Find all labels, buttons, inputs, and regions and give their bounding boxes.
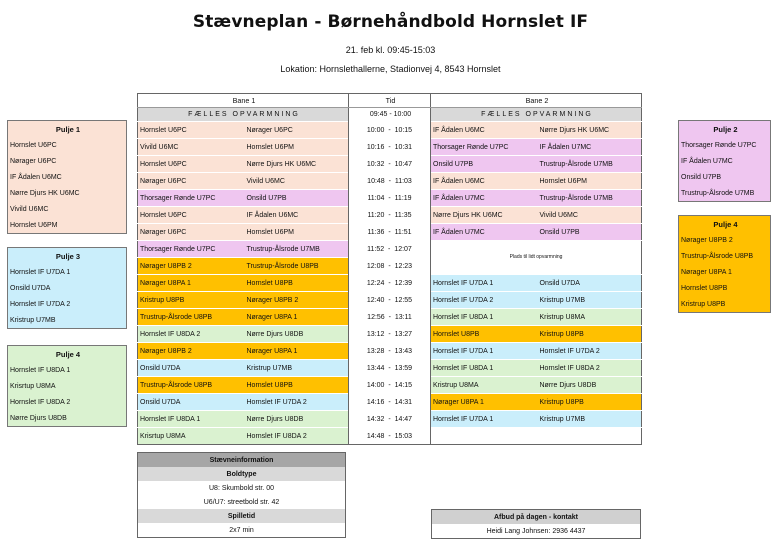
- start-time: 11:36: [367, 228, 385, 236]
- bane2-home-team: Kristrup U8MA: [431, 377, 538, 394]
- schedule-row: [138, 377, 642, 394]
- match-time: [349, 309, 431, 326]
- contact-value: Heidi Lang Johnsen: 2936 4437: [486, 527, 586, 535]
- bane2-away-team: Onsild U7PB: [538, 224, 642, 241]
- schedule-row: [138, 428, 642, 445]
- time-dash: -: [384, 211, 395, 219]
- bane2-home-team: Nørager U8PA 1: [431, 394, 538, 411]
- bane1-home-team: Hornslet U6PC: [138, 122, 245, 139]
- bane2-home-team: Thorsager Rønde U7PC: [431, 139, 538, 156]
- time-dash: -: [384, 313, 395, 321]
- match-time: [349, 377, 431, 394]
- end-time: 13:11: [394, 313, 412, 321]
- match-time: [349, 241, 431, 258]
- pool-team: Onsild U7PB: [679, 169, 771, 185]
- bane2-home-team: Hornslet U8PB: [431, 326, 538, 343]
- bane2-home-team: Onsild U7PB: [431, 156, 538, 173]
- match-time: [349, 428, 431, 445]
- bane1-home-team: Kristrup U8PB: [138, 292, 245, 309]
- time-dash: -: [384, 160, 395, 168]
- bane2-away-team: Hornslet U6PM: [538, 173, 642, 190]
- bane1-home-team: Trustrup-Ålsrode U8PB: [138, 377, 245, 394]
- end-time: 11:51: [394, 228, 412, 236]
- match-time: [349, 360, 431, 377]
- end-time: 12:23: [394, 262, 413, 270]
- time-dash: -: [384, 415, 395, 423]
- schedule-row: [138, 309, 642, 326]
- bane1-away-team: Hornslet IF U7DA 2: [245, 394, 349, 411]
- bane1-away-team: Onsild U7PB: [245, 190, 349, 207]
- bane1-away-team: Hornslet U8PB: [245, 275, 349, 292]
- bane1-home-team: Nørager U6PC: [138, 224, 245, 241]
- schedule-row: [138, 292, 642, 309]
- bane2-away-team: IF Ådalen U7MC: [538, 139, 642, 156]
- bane1-away-team: Nørre Djurs U8DB: [245, 411, 349, 428]
- start-time: 14:32: [366, 415, 385, 423]
- bane2-home-team: Nørre Djurs HK U6MC: [431, 207, 538, 224]
- end-time: 10:47: [394, 160, 413, 168]
- start-time: 12:08: [366, 262, 385, 270]
- bane1-away-team: IF Ådalen U6MC: [245, 207, 349, 224]
- bane2-away-team: Kristrup U7MB: [538, 292, 642, 309]
- schedule-row: [138, 326, 642, 343]
- pool-team: Nørre Djurs HK U6MC: [8, 185, 127, 201]
- bane2-home-team: Hornslet IF U7DA 1: [431, 275, 538, 292]
- bane2-away-team: Kristrup U8MA: [538, 309, 642, 326]
- bane1-home-team: Thorsager Rønde U7PC: [138, 190, 245, 207]
- time-dash: -: [384, 143, 395, 151]
- pool-team: Trustrup-Ålsrode U8PB: [679, 248, 771, 264]
- event-location: Lokation: Hornslethallerne, Stadionvej 4, 8543 Hornslet: [280, 64, 501, 74]
- end-time: 10:31: [394, 143, 413, 151]
- bane1-home-team: Hornslet IF U8DA 2: [138, 326, 245, 343]
- bane1-away-team: Hornslet U8PB: [245, 377, 349, 394]
- match-time: [349, 139, 431, 156]
- tid-header: Tid: [349, 94, 431, 108]
- pool-team: Thorsager Rønde U7PC: [679, 137, 771, 153]
- schedule-row: [138, 190, 642, 207]
- match-time: [349, 156, 431, 173]
- bane1-home-team: Trustrup-Ålsrode U8PB: [138, 309, 245, 326]
- match-time: [349, 292, 431, 309]
- start-time: 10:32: [366, 160, 385, 168]
- end-time: 14:31: [394, 398, 413, 406]
- bane2-home-team: Hornslet IF U8DA 1: [431, 360, 538, 377]
- schedule-row: [138, 122, 642, 139]
- bane2-home-team: IF Ådalen U7MC: [431, 224, 538, 241]
- start-time: 13:28: [366, 347, 385, 355]
- end-time: 11:35: [394, 211, 412, 219]
- match-time: [349, 190, 431, 207]
- pool-team: Hornslet U6PM: [8, 217, 127, 234]
- start-time: 10:00: [366, 126, 385, 134]
- end-time: 12:07: [394, 245, 412, 253]
- page-title: Stævneplan - Børnehåndbold Hornslet IF: [192, 12, 589, 32]
- bane1-home-team: Thorsager Rønde U7PC: [138, 241, 245, 258]
- bane1-home-team: Krisrtup U8MA: [138, 428, 245, 445]
- start-time: 14:48: [366, 432, 385, 440]
- match-time: [349, 207, 431, 224]
- bane2-away-team: Trustrup-Ålsrode U7MB: [538, 156, 642, 173]
- end-time: 13:43: [394, 347, 413, 355]
- start-time: 12:24: [366, 279, 385, 287]
- faelles-bane1: FÆLLES OPVARMNING: [138, 108, 349, 122]
- schedule-row: [138, 241, 642, 258]
- start-time: 11:04: [367, 194, 385, 202]
- info-title: Stævneinformation: [138, 453, 346, 468]
- bane1-home-team: Hornslet U6PC: [138, 207, 245, 224]
- schedule-row: [138, 394, 642, 411]
- time-dash: -: [384, 432, 395, 440]
- start-time: 10:48: [367, 177, 385, 185]
- time-dash: -: [384, 194, 395, 202]
- match-time: [349, 326, 431, 343]
- end-time: 11:19: [394, 194, 412, 202]
- match-time: [349, 411, 431, 428]
- bane2-home-team: IF Ådalen U6MC: [431, 122, 538, 139]
- pool-team: Vivild U6MC: [8, 201, 127, 217]
- faelles-bane2: FÆLLES OPVARMNING: [431, 108, 642, 122]
- bane2-away-team: Hornslet IF U8DA 2: [538, 360, 642, 377]
- time-dash: -: [384, 330, 395, 338]
- start-time: 13:12: [366, 330, 385, 338]
- bane1-away-team: Hornslet U6PM: [245, 139, 349, 156]
- schedule-row: [138, 173, 642, 190]
- bane2-away-team: Kristrup U8PB: [538, 394, 642, 411]
- bane1-away-team: Trustrup-Ålsrode U7MB: [245, 241, 349, 258]
- schedule-row: [138, 139, 642, 156]
- pool-title: Pulje 1: [8, 121, 127, 138]
- bane1-home-team: Nørager U8PA 1: [138, 275, 245, 292]
- bane2-away-team: Trustrup-Ålsrode U7MB: [538, 190, 642, 207]
- pool-team: Kristrup U8PB: [679, 296, 771, 313]
- match-time: [349, 394, 431, 411]
- bane1-header: Bane 1: [138, 94, 349, 108]
- bane1-home-team: Hornslet U6PC: [138, 156, 245, 173]
- pool-team: Kristrup U7MB: [8, 312, 127, 329]
- pool-3-table: [7, 247, 127, 329]
- bane2-away-team: Kristrup U7MB: [538, 411, 642, 428]
- pool-title: Pulje 2: [679, 121, 771, 138]
- time-dash: -: [384, 381, 395, 389]
- schedule-row: [138, 275, 642, 292]
- pool-team: IF Ådalen U7MC: [679, 153, 771, 169]
- match-time: [349, 343, 431, 360]
- pool-team: Nørager U8PB 2: [679, 232, 771, 248]
- start-time: 11:20: [367, 211, 385, 219]
- time-dash: -: [384, 262, 395, 270]
- schedule-row: [138, 156, 642, 173]
- boldtype-u6u7: U6/U7: streetbold str. 42: [203, 498, 280, 506]
- bane1-home-team: Nørager U8PB 2: [138, 343, 245, 360]
- bane2-home-team: Hornslet IF U7DA 1: [431, 411, 538, 428]
- bane1-away-team: Hornslet IF U8DA 2: [245, 428, 349, 445]
- end-time: 13:59: [394, 364, 413, 372]
- match-time: [349, 122, 431, 139]
- bane1-away-team: Vivild U6MC: [245, 173, 349, 190]
- schedule-table: [137, 93, 642, 445]
- end-time: 12:55: [394, 296, 413, 304]
- time-dash: -: [384, 398, 395, 406]
- boldtype-label: Boldtype: [138, 467, 346, 481]
- schedule-row: [138, 360, 642, 377]
- bane2-away-team: Hornslet IF U7DA 2: [538, 343, 642, 360]
- spilletid-value: 2x7 min: [229, 526, 254, 534]
- pool-title: Pulje 4: [8, 346, 127, 363]
- contact-table: [431, 509, 641, 539]
- end-time: 12:39: [394, 279, 413, 287]
- bane2-home-team: IF Ådalen U6MC: [431, 173, 538, 190]
- pool-team: Trustrup-Ålsrode U7MB: [679, 185, 771, 202]
- pool-team: Hornslet U8PB: [679, 280, 771, 296]
- pool-4-left-table: [7, 345, 127, 427]
- end-time: 10:15: [394, 126, 413, 134]
- bane1-away-team: Nørager U8PA 1: [245, 343, 349, 360]
- bane2-empty: [431, 428, 642, 445]
- end-time: 14:47: [394, 415, 413, 423]
- start-time: 10:16: [366, 143, 385, 151]
- pool-team: Hornslet IF U7DA 2: [8, 296, 127, 312]
- bane1-away-team: Hornslet U6PM: [245, 224, 349, 241]
- boldtype-u8: U8: Skumbold str. 00: [209, 484, 274, 492]
- bane1-away-team: Nørager U6PC: [245, 122, 349, 139]
- pool-team: Hornslet U6PC: [8, 137, 127, 153]
- pool-1-table: [7, 120, 127, 234]
- pool-team: Nørager U8PA 1: [679, 264, 771, 280]
- end-time: 11:03: [394, 177, 412, 185]
- bane2-warmup-note: Plads til lidt opvarmning: [431, 241, 642, 275]
- bane2-away-team: Nørre Djurs HK U6MC: [538, 122, 642, 139]
- bane1-away-team: Kristrup U7MB: [245, 360, 349, 377]
- bane1-home-team: Nørager U6PC: [138, 173, 245, 190]
- end-time: 14:15: [394, 381, 413, 389]
- time-dash: -: [384, 126, 395, 134]
- pool-team: IF Ådalen U6MC: [8, 169, 127, 185]
- start-time: 13:44: [366, 364, 385, 372]
- match-time: [349, 275, 431, 292]
- bane2-away-team: Nørre Djurs U8DB: [538, 377, 642, 394]
- time-dash: -: [384, 279, 395, 287]
- pool-team: Onsild U7DA: [8, 280, 127, 296]
- start-time: 14:16: [366, 398, 385, 406]
- bane1-away-team: Nørager U8PA 1: [245, 309, 349, 326]
- schedule-row: [138, 343, 642, 360]
- bane1-away-team: Nørre Djurs U8DB: [245, 326, 349, 343]
- bane2-away-team: Onsild U7DA: [538, 275, 642, 292]
- bane1-home-team: Nørager U8PB 2: [138, 258, 245, 275]
- bane2-home-team: Hornslet IF U8DA 1: [431, 309, 538, 326]
- bane2-home-team: Hornslet IF U7DA 1: [431, 343, 538, 360]
- schedule-row: [138, 224, 642, 241]
- bane1-away-team: Nørre Djurs HK U6MC: [245, 156, 349, 173]
- bane1-home-team: Hornslet IF U8DA 1: [138, 411, 245, 428]
- bane1-home-team: Onsild U7DA: [138, 394, 245, 411]
- bane2-home-team: Hornslet IF U7DA 2: [431, 292, 538, 309]
- bane1-home-team: Vivild U6MC: [138, 139, 245, 156]
- end-time: 13:27: [394, 330, 413, 338]
- pool-2-table: [678, 120, 771, 202]
- bane2-header: Bane 2: [431, 94, 642, 108]
- pool-team: Hornslet IF U7DA 1: [8, 264, 127, 280]
- start-time: 11:52: [367, 245, 385, 253]
- time-dash: -: [384, 347, 395, 355]
- match-time: [349, 224, 431, 241]
- pool-team: Hornslet IF U8DA 1: [8, 362, 127, 378]
- start-time: 12:40: [366, 296, 385, 304]
- spilletid-label: Spilletid: [138, 509, 346, 523]
- faelles-time: 09:45 - 10:00: [349, 108, 431, 122]
- time-dash: -: [384, 364, 395, 372]
- bane2-home-team: IF Ådalen U7MC: [431, 190, 538, 207]
- pool-4-right-table: [678, 215, 771, 313]
- end-time: 15:03: [394, 432, 413, 440]
- pool-team: Krisrtup U8MA: [8, 378, 127, 394]
- pool-title: Pulje 4: [679, 216, 771, 233]
- info-table: [137, 452, 346, 538]
- pool-title: Pulje 3: [8, 248, 127, 265]
- bane1-away-team: Nørager U8PB 2: [245, 292, 349, 309]
- bane1-away-team: Trustrup-Ålsrode U8PB: [245, 258, 349, 275]
- start-time: 12:56: [367, 313, 385, 321]
- match-time: [349, 258, 431, 275]
- bane2-away-team: Vivild U6MC: [538, 207, 642, 224]
- pool-team: Hornslet IF U8DA 2: [8, 394, 127, 410]
- bane2-away-team: Kristrup U8PB: [538, 326, 642, 343]
- contact-title: Afbud på dagen - kontakt: [432, 510, 641, 525]
- start-time: 14:00: [366, 381, 385, 389]
- schedule-row: [138, 411, 642, 428]
- bane1-home-team: Onsild U7DA: [138, 360, 245, 377]
- time-dash: -: [384, 296, 395, 304]
- time-dash: -: [384, 177, 395, 185]
- pool-team: Nørre Djurs U8DB: [8, 410, 127, 427]
- event-date: 21. feb kl. 09:45-15:03: [345, 45, 436, 55]
- time-dash: -: [384, 245, 395, 253]
- schedule-row: [138, 207, 642, 224]
- match-time: [349, 173, 431, 190]
- time-dash: -: [384, 228, 395, 236]
- pool-team: Nørager U6PC: [8, 153, 127, 169]
